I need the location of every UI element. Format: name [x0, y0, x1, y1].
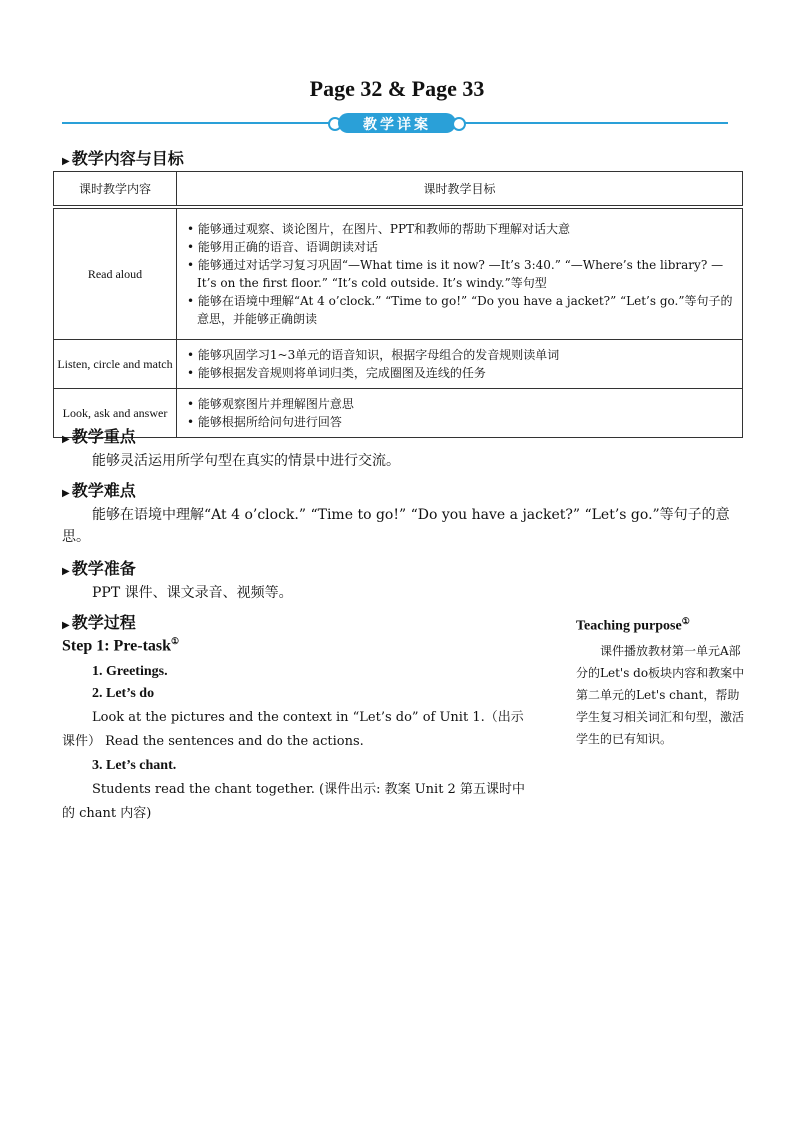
goal-item: • 能够巩固学习1~3单元的语音知识，根据字母组合的发音规则读单词	[187, 348, 560, 362]
table-cell-goals	[177, 207, 743, 340]
goal-item: • 能够通过观察、谈论图片，在图片、PPT和教师的帮助下理解对话大意	[187, 222, 571, 236]
table-row	[54, 207, 743, 340]
step-heading: Step 1: Pre-task①	[62, 636, 180, 655]
triangle-bullet-icon: ▶	[62, 566, 70, 577]
footnote-marker: ①	[171, 636, 180, 646]
difficulties-text: 能够在语境中理解“At 4 o’clock.” “Time to go!” “Do you have a jacket?” “Let’s go.”等句子的意思。	[62, 507, 730, 545]
side-note-text: 课件播放教材第一单元A部分的Let's do板块内容和教案中第二单元的Let's chant，帮助学生复习相关词汇和句型，激活学生的已有知识。	[576, 644, 745, 746]
goal-item: • 能够用正确的语音、语调朗读对话	[187, 240, 378, 254]
triangle-bullet-icon: ▶	[62, 620, 70, 631]
table-cell-content: Look, ask and answer	[54, 389, 177, 438]
goal-item: • 能够根据发音规则将单词归类，完成圈图及连线的任务	[187, 366, 486, 380]
sub-heading-lets-do: 2. Let’s do	[92, 686, 155, 701]
table-row	[54, 389, 743, 438]
table-row	[54, 340, 743, 389]
section-banner	[328, 113, 466, 133]
sub-heading-lets-chant: 3. Let’s chant.	[92, 758, 177, 773]
table-cell-goals	[177, 389, 743, 438]
table-header-content: 课时教学内容	[54, 172, 177, 208]
key-points-text: 能够灵活运用所学句型在真实的情景中进行交流。	[92, 453, 400, 469]
triangle-bullet-icon: ▶	[62, 156, 70, 167]
section-heading-preparation: ▶ 教学准备	[62, 559, 136, 578]
banner-label: 教学详案	[363, 117, 431, 133]
table-cell-content: Read aloud	[54, 207, 177, 340]
footnote-marker: ①	[681, 616, 690, 626]
goal-item: • 能够观察图片并理解图片意思	[187, 397, 354, 411]
lets-chant-text: Students read the chant together. (课件出示: 教案 Unit 2 第五课时中的 chant 内容)	[62, 782, 525, 821]
page-title: Page 32 & Page 33	[309, 76, 485, 101]
table-header-goals: 课时教学目标	[177, 172, 743, 208]
goal-item: • 能够根据所给问句进行回答	[187, 415, 342, 429]
table-cell-goals	[177, 340, 743, 389]
triangle-bullet-icon: ▶	[62, 488, 70, 499]
goal-item: • 能够通过对话学习复习巩固“—What time is it now? —It’s 3:40.” “—Where’s the library? —It’s on the first floor.” “It’s cold outside. It’s windy.”等句型	[187, 258, 724, 290]
preparation-text: PPT 课件、课文录音、视频等。	[92, 585, 293, 601]
section-heading-objectives: ▶ 教学内容与目标	[62, 149, 184, 168]
table-header-row	[54, 172, 743, 208]
lets-do-text: Look at the pictures and the context in “Let’s do” of Unit 1.（出示课件） Read the sentences and do the actions.	[62, 710, 524, 749]
sub-heading-greetings: 1. Greetings.	[92, 664, 168, 679]
side-note-title: Teaching purpose①	[576, 616, 690, 634]
section-heading-difficulties: ▶ 教学难点	[62, 481, 136, 500]
goal-item: • 能够在语境中理解“At 4 o’clock.” “Time to go!” “Do you have a jacket?” “Let’s go.”等句子的意思，并能够正确朗读	[187, 294, 733, 326]
section-heading-process: ▶ 教学过程	[62, 613, 136, 632]
triangle-bullet-icon: ▶	[62, 434, 70, 445]
section-heading-key-points: ▶ 教学重点	[62, 427, 136, 446]
objectives-table	[53, 171, 743, 438]
table-cell-content: Listen, circle and match	[54, 340, 177, 389]
